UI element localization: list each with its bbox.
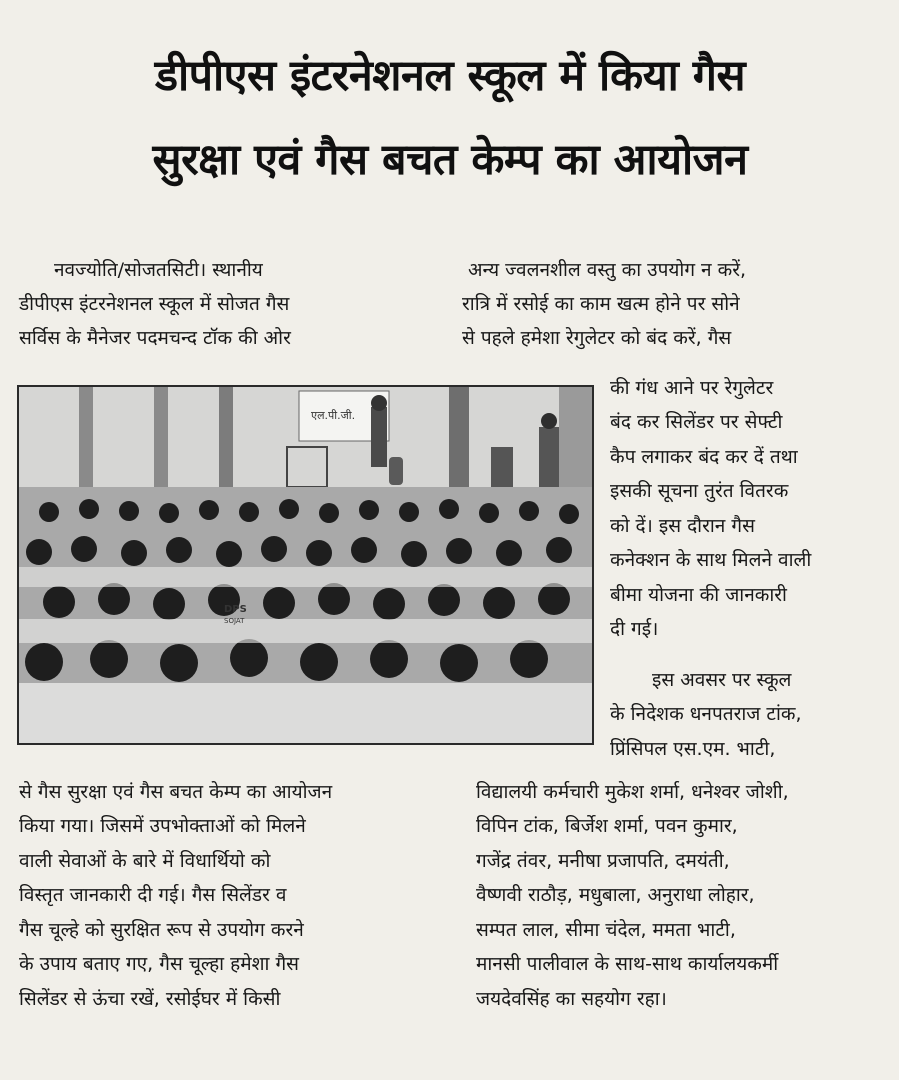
body-line: वाली सेवाओं के बारे में विधार्थियो को [19, 850, 271, 872]
body-line: वैष्णवी राठौड़, मधुबाला, अनुराधा लोहार, [476, 884, 755, 906]
body-line: को दें। इस दौरान गैस [610, 515, 755, 537]
body-line: गैस चूल्हे को सुरक्षित रूप से उपयोग करने [19, 919, 304, 941]
headline-line-1: डीपीएस इंटरनेशनल स्कूल में किया गैस [154, 51, 746, 101]
body-line: के निदेशक धनपतराज टांक, [610, 703, 802, 725]
body-line: की गंध आने पर रेगुलेटर [610, 377, 774, 399]
banner-label: एल.पी.जी. [311, 409, 356, 422]
shirt-print-sub: SOJAT [224, 617, 245, 625]
shirt-print: DPS [224, 604, 247, 615]
body-line: बंद कर सिलेंडर पर सेफ्टी [610, 411, 783, 433]
body-line: के उपाय बताए गए, गैस चूल्हा हमेशा गैस [19, 953, 300, 975]
body-line: मानसी पालीवाल के साथ-साथ कार्यालयकर्मी [476, 953, 779, 975]
body-line: जयदेवसिंह का सहयोग रहा। [476, 988, 667, 1010]
body-line: प्रिंसिपल एस.एम. भाटी, [610, 738, 776, 760]
body-line: इसकी सूचना तुरंत वितरक [610, 480, 789, 502]
body-line: बीमा योजना की जानकारी [610, 584, 787, 606]
news-photo [17, 385, 594, 745]
headline-line-2: सुरक्षा एवं गैस बचत केम्प का आयोजन [152, 135, 748, 185]
body-line: कैप लगाकर बंद कर दें तथा [610, 446, 798, 468]
body-line: दी गई। [610, 618, 659, 640]
body-line: विपिन टांक, बिर्जेश शर्मा, पवन कुमार, [476, 815, 738, 837]
body-line: अन्य ज्वलनशील वस्तु का उपयोग न करें, [468, 259, 747, 281]
body-line: सम्पत लाल, सीमा चंदेल, ममता भाटी, [476, 919, 736, 941]
body-line: सर्विस के मैनेजर पदमचन्द टॉक की ओर [19, 327, 291, 349]
body-line: कनेक्शन के साथ मिलने वाली [610, 549, 812, 571]
body-line: किया गया। जिसमें उपभोक्ताओं को मिलने [19, 815, 306, 837]
body-line: विद्यालयी कर्मचारी मुकेश शर्मा, धनेश्वर जोशी, [476, 781, 789, 803]
body-line: रात्रि में रसोई का काम खत्म होने पर सोने [462, 293, 740, 315]
body-line: गजेंद्र तंवर, मनीषा प्रजापति, दमयंती, [476, 850, 730, 872]
body-line: सिलेंडर से ऊंचा रखें, रसोईघर में किसी [19, 988, 281, 1010]
body-line: विस्तृत जानकारी दी गई। गैस सिलेंडर व [19, 884, 287, 906]
body-line: नवज्योति/सोजतसिटी। स्थानीय [54, 259, 263, 281]
body-line: से गैस सुरक्षा एवं गैस बचत केम्प का आयोजन [19, 781, 333, 803]
body-line: इस अवसर पर स्कूल [652, 669, 792, 691]
body-line: डीपीएस इंटरनेशनल स्कूल में सोजत गैस [19, 293, 290, 315]
body-line: से पहले हमेशा रेगुलेटर को बंद करें, गैस [462, 327, 732, 349]
